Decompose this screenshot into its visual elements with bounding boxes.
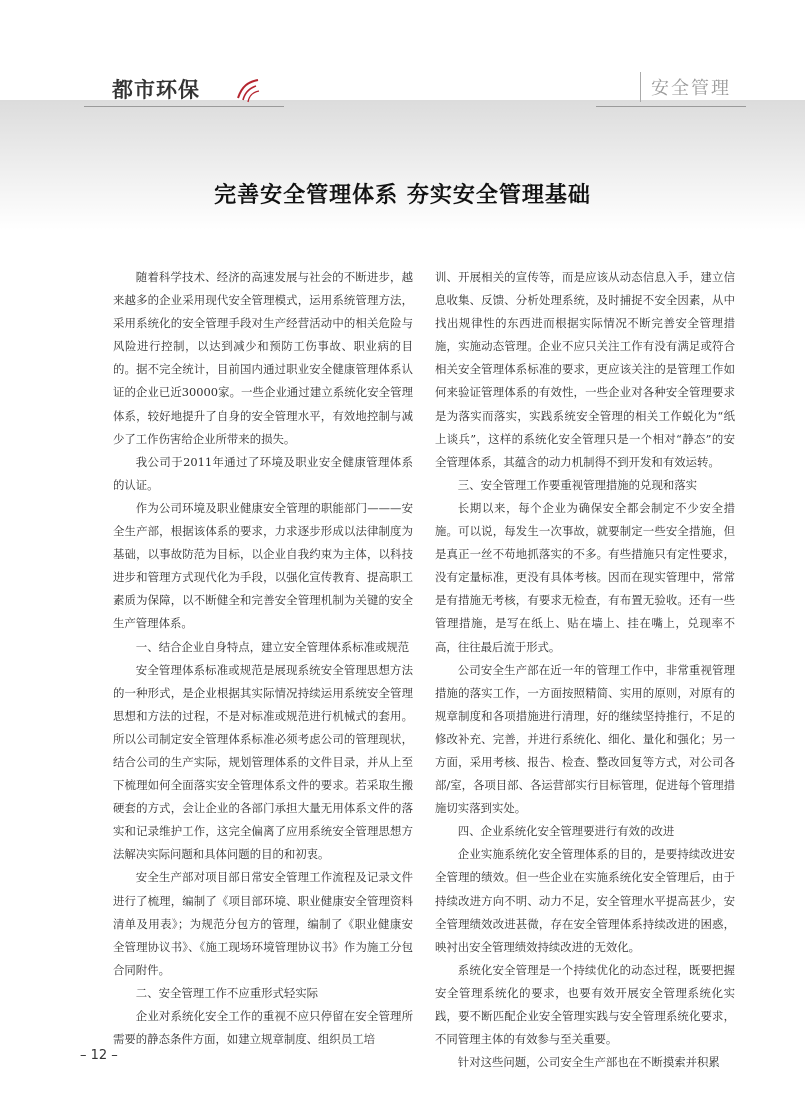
- paragraph: 随着科学技术、经济的高速发展与社会的不断进步，越来越多的企业采用现代安全管理模式，运用系统管理方法，采用系统化的安全管理手段对生产经营活动中的相关危险与风险进行控制，以达到减少和预防工伤事故、职业病的目的。据不完全统计，目前国内通过职业安全健康管理体系认证的企业已近30000家。一些企业通过建立系统化安全管理体系，较好地提升了自身的安全管理水平，有效地控制与减少了工作伤害给企业所带来的损失。: [113, 270, 413, 446]
- paragraph: 长期以来，每个企业为确保安全都会制定不少安全措施。可以说，每发生一次事故，就要制定一些安全措施，但是真正一丝不苟地抓落实的不多。有些措施只有定性要求，没有定量标准，更没有具体考核。因而在现实管理中，常常是有措施无考核，有要求无检查，有布置无验收。还有一些管理措施，是写在纸上、贴在墙上、挂在嘴上，兑现率不高，往往最后流于形式。: [435, 500, 735, 654]
- section-heading: 三、安全管理工作要重视管理措施的兑现和落实: [457, 477, 698, 492]
- paragraph: 针对这些问题，公司安全生产部也在不断摸索并积累: [457, 1055, 720, 1070]
- left-text-column: [113, 266, 413, 1051]
- header-rule-right: [596, 106, 746, 107]
- paragraph: 安全生产部对项目部日常安全管理工作流程及记录文件进行了梳理，编制了《项目部环境、职业健康安全管理资料清单及用表》；为规范分包方的管理，编制了《职业健康安全管理协议书》、《施工现场环境管理协议书》作为施工分包合同附件。: [113, 870, 413, 977]
- page-header: [0, 0, 805, 110]
- right-text-column: [435, 266, 735, 1074]
- header-divider: [640, 72, 641, 102]
- article-title: 完善安全管理体系 夯实安全管理基础: [214, 182, 591, 208]
- paragraph: 作为公司环境及职业健康安全管理的职能部门———安全生产部，根据该体系的要求，力求逐步形成以法律制度为基础，以事故防范为目标，以企业自我约束为主体，以科技进步和管理方式现代化为手段，以强化宣传教育、提高职工素质为保障，以不断健全和完善安全管理机制为关键的安全生产管理体系。: [113, 500, 413, 631]
- paragraph: 训、开展相关的宣传等，而是应该从动态信息入手，建立信息收集、反馈、分析处理系统，及时捕捉不安全因素，从中找出规律性的东西进而根据实际情况不断完善安全管理措施，实施动态管理。企业不应只关注工作有没有满足或符合相关安全管理体系标准的要求，更应该关注的是管理工作如何来验证管理体系的有效性，一些企业对各种安全管理要求是为落实而落实，实践系统安全管理的相关工作蜕化为“纸上谈兵”，这样的系统化安全管理只是一个相对“静态”的安全管理体系，其蕴含的动力机制得不到开发和有效运转。: [435, 270, 735, 469]
- section-heading: 四、企业系统化安全管理要进行有效的改进: [457, 824, 675, 839]
- section-title: 安全管理: [651, 78, 731, 99]
- leaf-swirl-icon: [234, 76, 262, 104]
- section-heading: 一、结合企业自身特点，建立安全管理体系标准或规范: [135, 639, 410, 654]
- paragraph: 公司安全生产部在近一年的管理工作中，非常重视管理措施的落实工作，一方面按照精简、实用的原则，对原有的规章制度和各项措施进行清理，好的继续坚持推行，不足的修改补充、完善，并进行系统化、细化、量化和强化；另一方面，采用考核、报告、检查、整改回复等方式，对公司各部/室，各项目部、各运营部实行目标管理，促进每个管理措施切实落到实处。: [435, 662, 735, 816]
- header-gradient-band: [0, 100, 805, 230]
- header-rule-left: [84, 106, 284, 107]
- paragraph: 企业实施系统化安全管理体系的目的，是要持续改进安全管理的绩效。但一些企业在实施系统化安全管理后，由于持续改进方向不明、动力不足，安全管理水平提高甚少，安全管理绩效改进甚微，存在安全管理体系持续改进的困惑，映衬出安全管理绩效持续改进的无效化。: [435, 847, 735, 954]
- page-number: – 12 –: [80, 1048, 118, 1063]
- paragraph: 企业对系统化安全工作的重视不应只停留在安全管理所需要的静态条件方面，如建立规章制度、组织员工培: [113, 1009, 413, 1047]
- section-heading: 二、安全管理工作不应重形式轻实际: [135, 985, 319, 1000]
- paragraph: 安全管理体系标准或规范是展现系统安全管理思想方法的一种形式，是企业根据其实际情况持续运用系统安全管理思想和方法的过程，不是对标准或规范进行机械式的套用。所以公司制定安全管理体系标准必须考虑公司的管理现状，结合公司的生产实际，规划管理体系的文件目录，并从上至下梳理如何全面落实安全管理体系文件的要求。若采取生搬硬套的方式，会让企业的各部门承担大量无用体系文件的落实和记录维护工作，这完全偏离了应用系统安全管理思想方法解决实际问题和具体问题的目的和初衷。: [113, 662, 413, 862]
- magazine-logo: 都市环保: [112, 78, 200, 102]
- paragraph: 我公司于2011年通过了环境及职业安全健康管理体系的认证。: [113, 454, 413, 492]
- paragraph: 系统化安全管理是一个持续优化的动态过程，既要把握安全管理系统化的要求，也要有效开展安全管理系统化实践，要不断匹配企业安全管理实践与安全管理系统化要求，不同管理主体的有效参与至关重要。: [435, 962, 735, 1047]
